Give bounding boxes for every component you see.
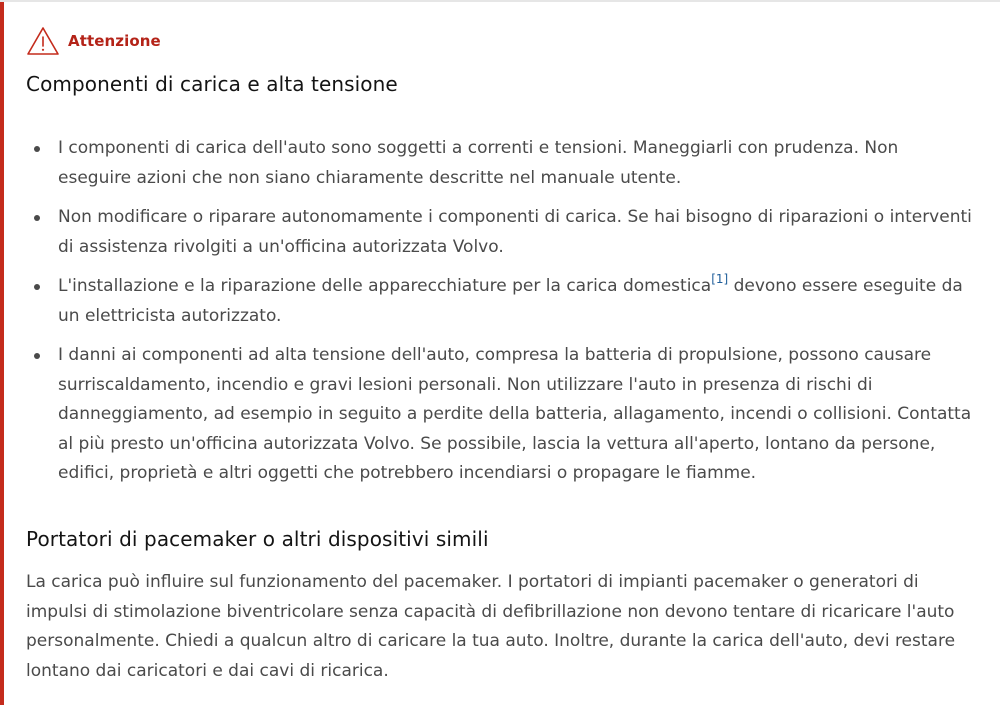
bullet-icon — [34, 215, 40, 221]
warning-label: Attenzione — [68, 32, 161, 50]
warning-header — [26, 24, 161, 58]
bullet-icon — [34, 284, 40, 290]
warning-box — [0, 2, 1000, 705]
list-item-text: Non modificare o riparare autonomamente i componenti di carica. Se hai bisogno di riparazioni o interventi di assistenza rivolgiti a un'officina autorizzata Volvo. — [58, 207, 972, 257]
list-item-text: I danni ai componenti ad alta tensione dell'auto, compresa la batteria di propulsione, possono causare surriscaldamento, incendio e gravi lesioni personali. Non utilizzare l'auto in presenza di rischi di danneggiamento, ad esempio in seguito a perdite della batteria, allagamento, incendi o collisioni. Contatta al più presto un'officina autorizzata Volvo. Se possibile, lascia la vettura all'aperto, lontano da persone, edifici, proprietà e altri oggetti che potrebbero incendiarsi o propagare le fiamme. — [58, 345, 972, 483]
list-item — [26, 203, 976, 262]
list-item — [26, 341, 976, 489]
warning-triangle-icon — [26, 26, 60, 56]
list-item-text: L'installazione e la riparazione delle apparecchiature per la carica domestica — [58, 276, 712, 296]
bullet-icon — [34, 146, 40, 152]
pacemaker-paragraph: La carica può influire sul funzionamento del pacemaker. I portatori di impianti pacemaker o generatori di impulsi di stimolazione biventricolare senza capacità di defibrillazione non devono tentare di ricaricare l'auto personalmente. Chiedi a qualcun altro di caricare la tua auto. Inoltre, durante la carica dell'auto, devi restare lontano dai caricatori e dai cavi di ricarica. — [26, 572, 956, 681]
footnote-link[interactable]: [1] — [711, 272, 729, 287]
section-title-pacemaker: Portatori di pacemaker o altri dispositivi simili — [26, 527, 489, 551]
list-item — [26, 134, 976, 193]
bullet-icon — [34, 353, 40, 359]
list-item — [26, 272, 976, 331]
section-title-charging-components: Componenti di carica e alta tensione — [26, 72, 398, 96]
list-item-text-continued: devono essere eseguite da un elettricista autorizzato. — [58, 276, 963, 326]
list-item-text: I componenti di carica dell'auto sono soggetti a correnti e tensioni. Maneggiarli con prudenza. Non eseguire azioni che non siano chiaramente descritte nel manuale utente. — [58, 138, 899, 188]
charging-safety-list — [26, 134, 976, 499]
